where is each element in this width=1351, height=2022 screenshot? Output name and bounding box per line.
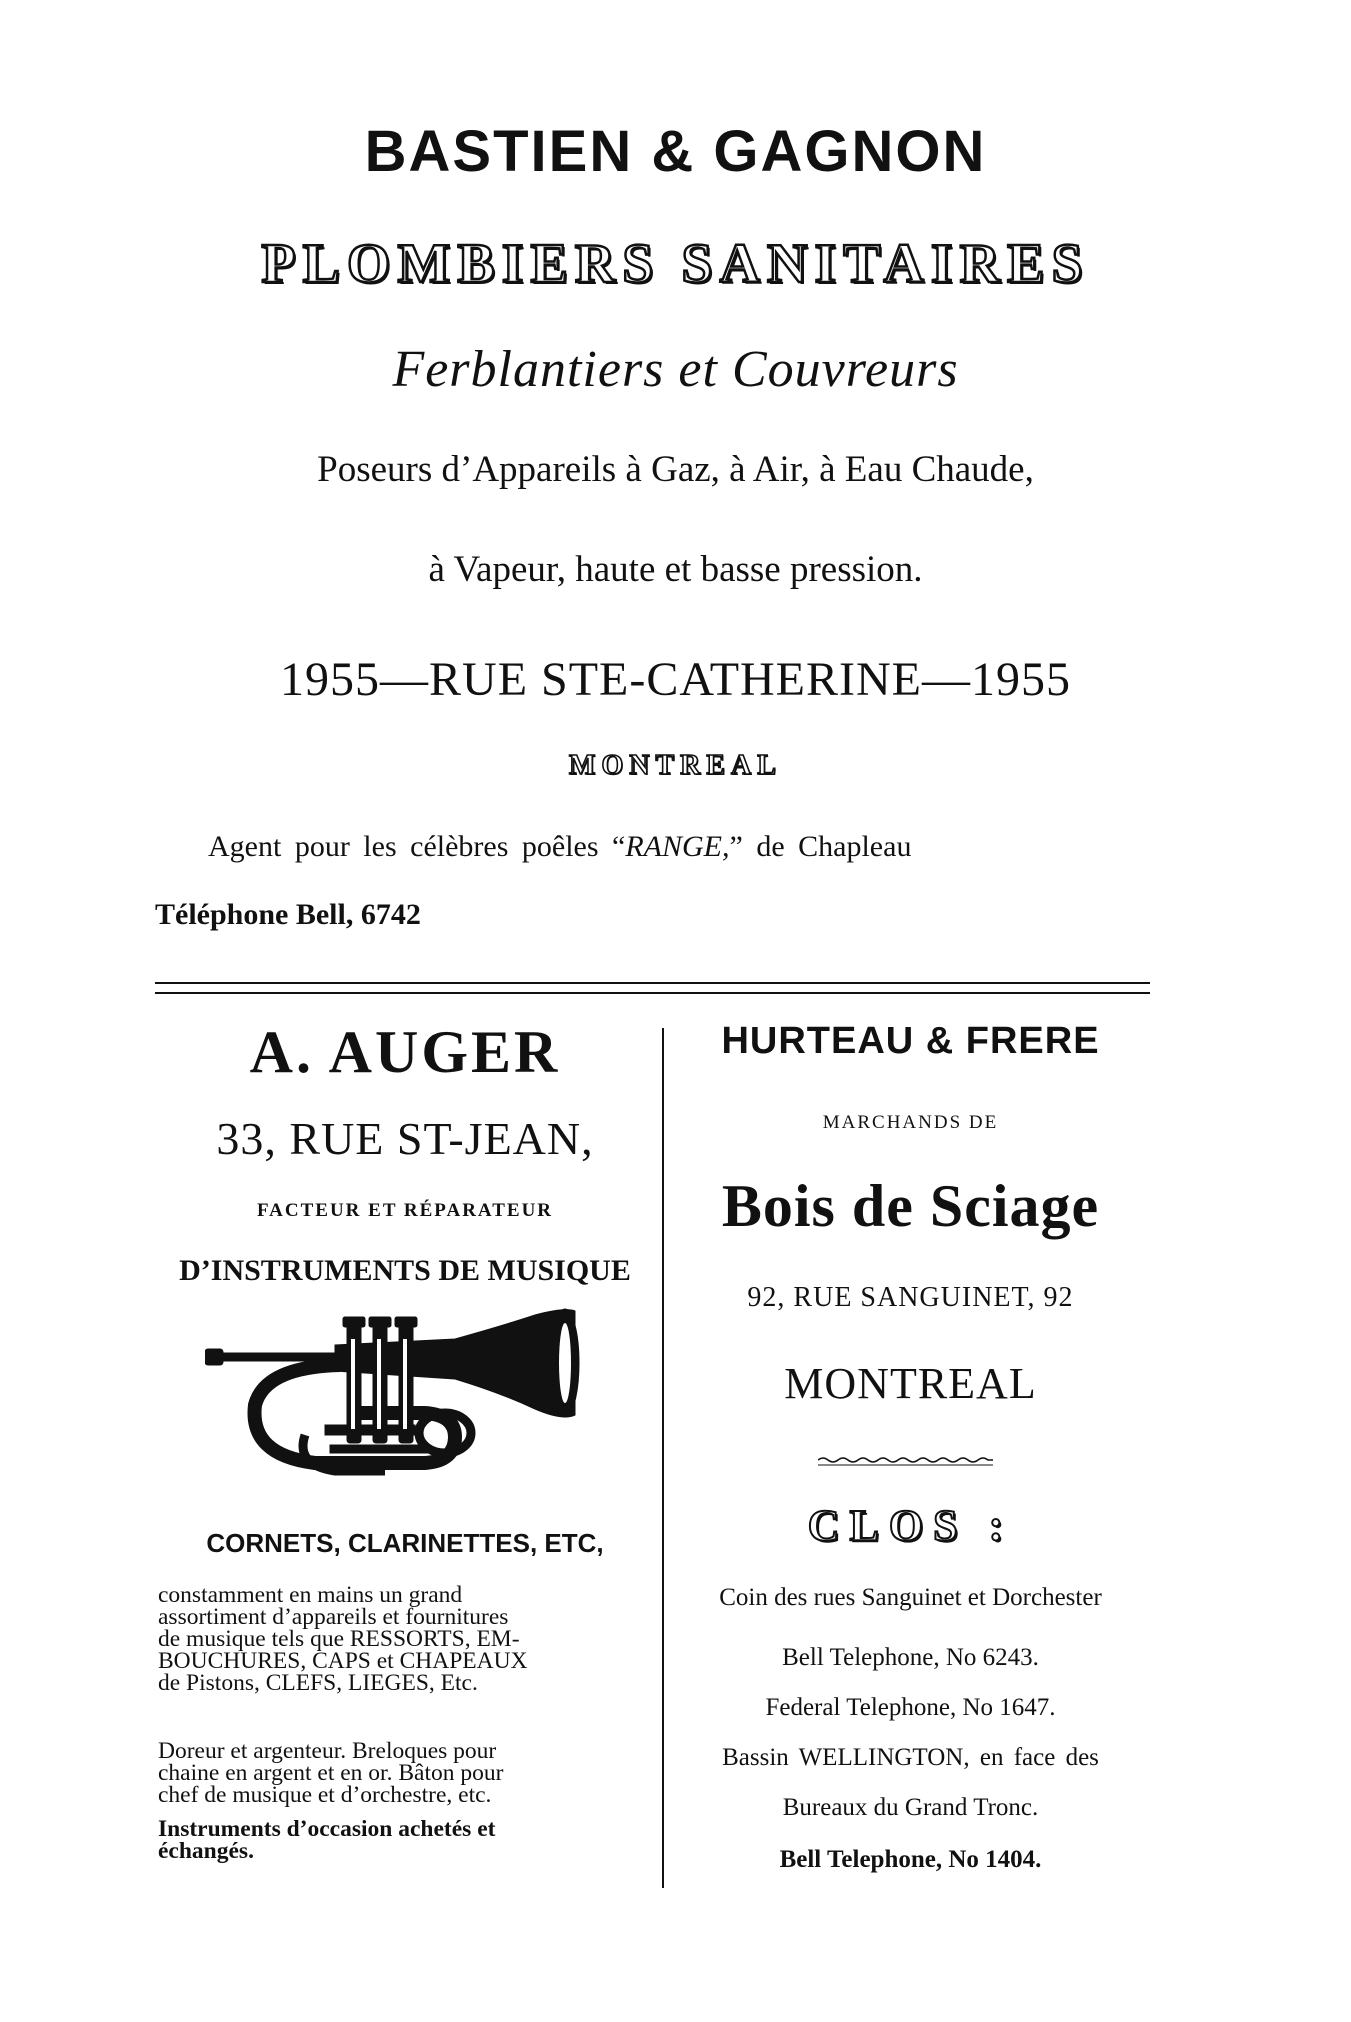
auger-paragraph-stock: [158, 1584, 653, 1694]
auger-address: 33, RUE ST-JEAN,: [216, 1113, 594, 1164]
paragraph-line: chef de musique et d’orchestre, etc.: [158, 1782, 492, 1808]
federal-telephone: Federal Telephone, No 1647.: [765, 1694, 1056, 1721]
paragraph-line: échangés.: [158, 1838, 254, 1864]
agent-suffix: ” de Chapleau: [729, 830, 912, 863]
firm-name: BASTIEN & GAGNON: [364, 119, 987, 184]
trade-heading: PLOMBIERS SANITAIRES: [261, 233, 1090, 295]
paragraph-line: de musique tels que RESSORTS, EM-: [158, 1626, 520, 1652]
paragraph-line: assortiment d’appareils et fournitures: [158, 1604, 509, 1630]
services-line-1: Poseurs d’Appareils à Gaz, à Air, à Eau Chaude,: [317, 449, 1034, 490]
yard-location: Coin des rues Sanguinet et Dorchester: [719, 1584, 1102, 1611]
street-address: 1955—RUE STE-CATHERINE—1955: [280, 653, 1071, 706]
paragraph-line: chaine en argent et en or. Bâton pour: [158, 1760, 504, 1786]
paragraph-line: BOUCHURES, CAPS et CHAPEAUX: [158, 1648, 528, 1674]
ornamental-rule: [818, 1456, 993, 1468]
hurteau-marchands: MARCHANDS DE: [822, 1112, 999, 1133]
clos-heading: CLOS :: [807, 1501, 1014, 1550]
agent-line: [208, 830, 911, 864]
hurteau-product: Bois de Sciage: [721, 1173, 1100, 1239]
city-name: MONTREAL: [569, 750, 782, 781]
hurteau-address: 92, RUE SANGUINET, 92: [747, 1282, 1074, 1313]
auger-instruments: D’INSTRUMENTS DE MUSIQUE: [179, 1254, 631, 1287]
paragraph-line: de Pistons, CLEFS, LIEGES, Etc.: [158, 1670, 478, 1696]
bell-telephone-1: Bell Telephone, No 6243.: [782, 1644, 1039, 1671]
paragraph-line: constamment en mains un grand: [158, 1582, 463, 1608]
paragraph-line: Instruments d’occasion achetés et: [158, 1816, 496, 1842]
cornet-illustration: [205, 1305, 585, 1495]
bell-telephone-2: Bell Telephone, No 1404.: [779, 1846, 1042, 1873]
bureaux-location: Bureaux du Grand Tronc.: [782, 1794, 1039, 1821]
separator-rule-bottom: [155, 992, 1150, 994]
paragraph-line: Doreur et argenteur. Breloques pour: [158, 1738, 497, 1764]
column-divider: [662, 1028, 664, 1888]
agent-prefix: Agent pour les célèbres poêles “: [208, 830, 626, 863]
separator-rule-top: [155, 982, 1150, 984]
services-line-2: à Vapeur, haute et basse pression.: [428, 549, 923, 590]
bassin-location: Bassin WELLINGTON, en face des: [722, 1744, 1099, 1771]
agent-brand: RANGE,: [625, 830, 730, 863]
auger-name: A. AUGER: [249, 1019, 561, 1085]
auger-trade: FACTEUR ET RÉPARATEUR: [256, 1200, 554, 1221]
hurteau-city: MONTREAL: [784, 1359, 1037, 1408]
hurteau-name: HURTEAU & FRERE: [721, 1020, 1100, 1062]
auger-products: CORNETS, CLARINETTES, ETC,: [206, 1528, 604, 1558]
auger-paragraph-gilding: [158, 1740, 653, 1806]
auger-paragraph-used-instruments: [158, 1818, 653, 1862]
trade-subtitle: Ferblantiers et Couvreurs: [392, 341, 959, 398]
telephone-line: Téléphone Bell, 6742: [155, 898, 421, 931]
